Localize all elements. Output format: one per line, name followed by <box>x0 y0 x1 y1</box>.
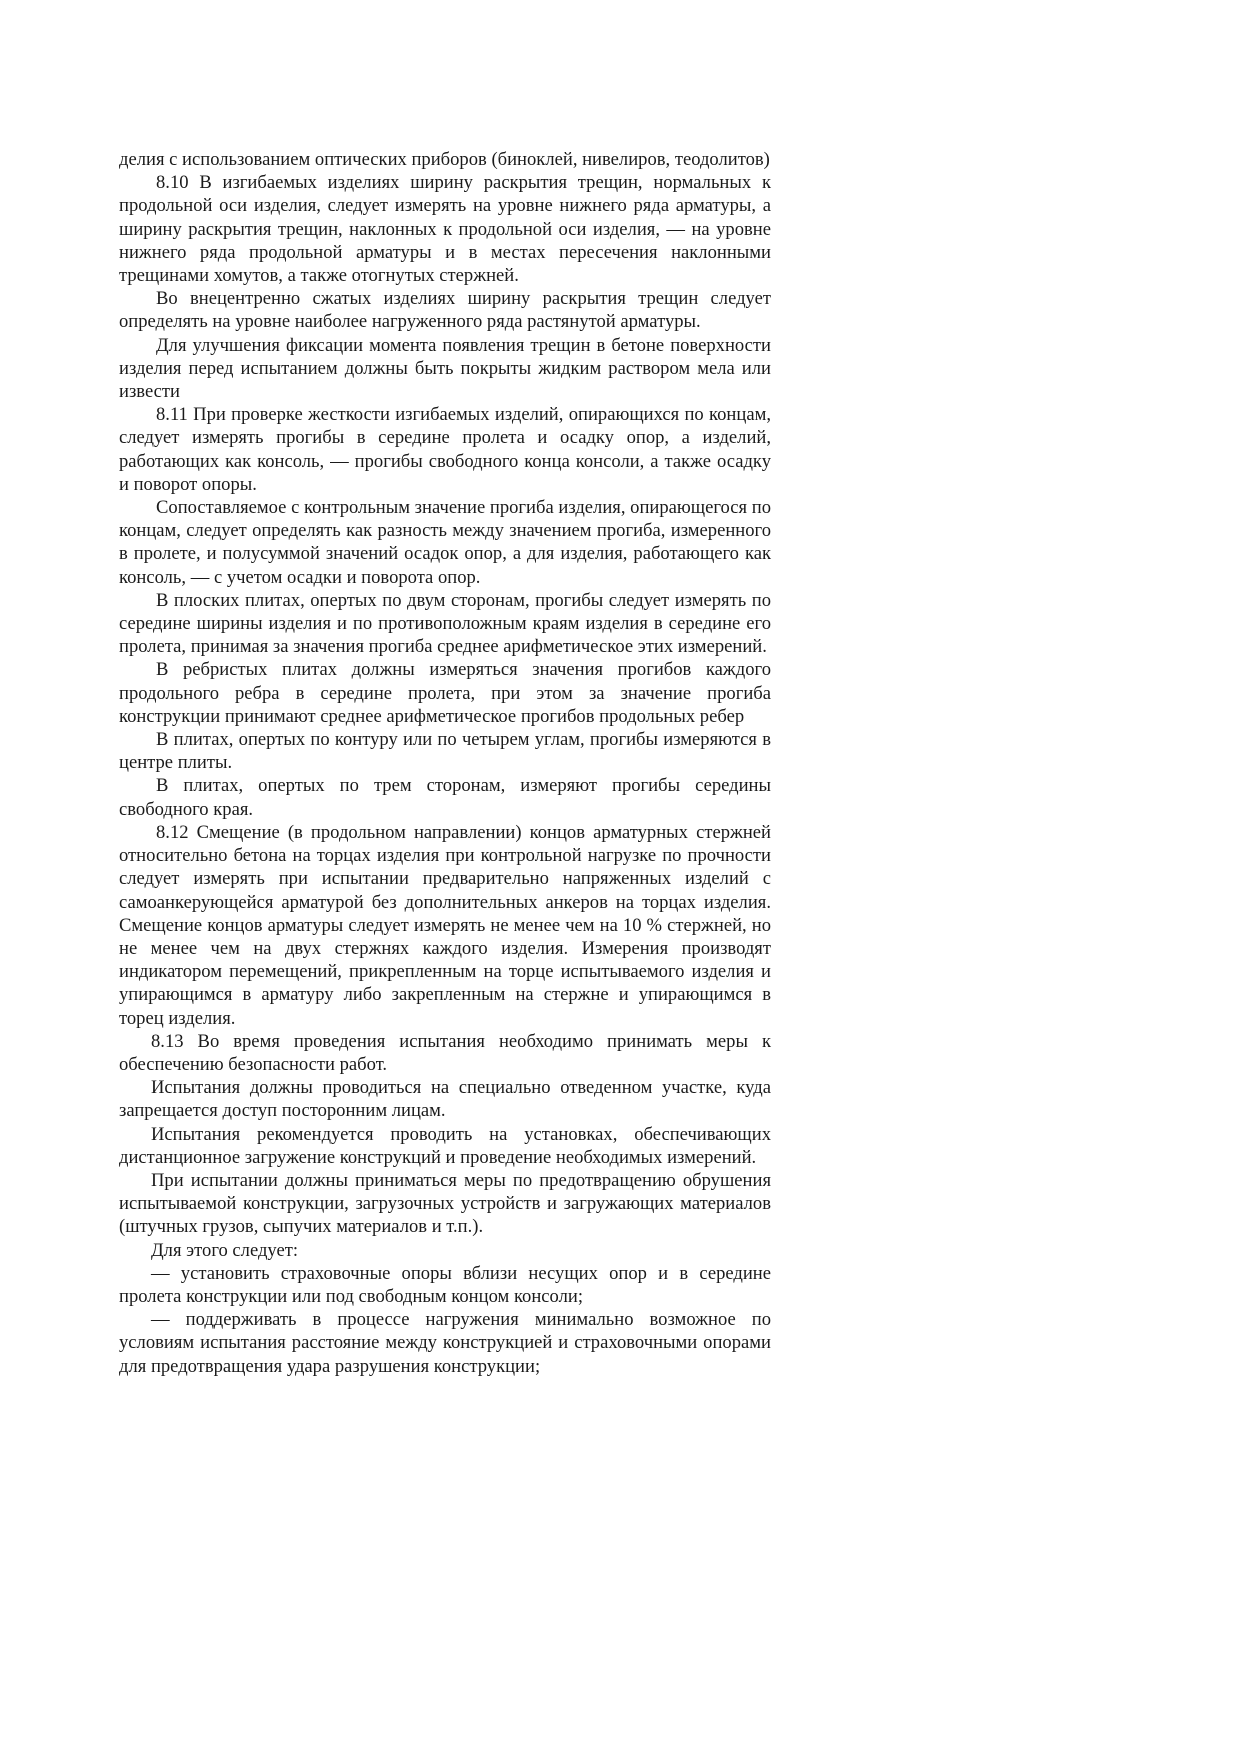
document-page <box>119 148 771 1378</box>
paragraph-8-12: 8.12 Смещение (в продольном направлении) концов арматурных стержней относительно бетона на торцах изделия при контрольной нагрузке по прочности следует измерять при испытании предварительно напряженных изделий с самоанкерующейся арматурой без дополнительных анкеров на торцах изделия. Смещение концов арматуры следует измерять не менее чем на 10 % стержней, но не менее чем на двух стержнях каждого изделия. Измерения производят индикатором перемещений, прикрепленным на торце испытываемого изделия и упирающимся в арматуру либо закрепленным на стержне и упирающимся в торец изделия. <box>119 821 771 1029</box>
paragraph-for-this: Для этого следует: <box>151 1239 299 1261</box>
paragraph-8-11: 8.11 При проверке жесткости изгибаемых изделий, опирающихся по концам, следует измерять прогибы в середине пролета и осадку опор, а изделий, работающих как консоль, — прогибы свободного конца консоли, а также осадку и поворот опоры. <box>119 404 771 495</box>
paragraph-deflection-comparison: Сопоставляемое с контрольным значение прогиба изделия, опирающегося по концам, следует определять как разность между значением прогиба, измеренного в пролете, и полусуммой значений осадок опор, а для изделия, работающего как консоль, — с учетом осадки и поворота опор. <box>119 497 771 588</box>
paragraph-continuation: делия с использованием оптических приборов (биноклей, нивелиров, теодолитов) <box>119 149 770 170</box>
paragraph-three-side-slabs: В плитах, опертых по трем сторонам, измеряют прогибы середины свободного края. <box>119 775 771 820</box>
paragraph-test-area: Испытания должны проводиться на специально отведенном участке, куда запрещается доступ посторонним лицам. <box>119 1077 771 1122</box>
paragraph-8-10: 8.10 В изгибаемых изделиях ширину раскрытия трещин, нормальных к продольной оси изделия, следует измерять на уровне нижнего ряда арматуры, а ширину раскрытия трещин, наклонных к продольной оси изделия, — на уровне нижнего ряда продольной арматуры и в местах пересечения наклонными трещинами хомутов, а также отогнутых стержней. <box>119 172 771 287</box>
paragraph-flat-slabs: В плоских плитах, опертых по двум сторонам, прогибы следует измерять по середине ширины изделия и по противоположным краям изделия в середине его пролета, принимая за значения прогиба среднее арифметическое этих измерений. <box>119 589 771 658</box>
list-item-minimal-gap: — поддерживать в процессе нагружения минимально возможное по условиям испытания расстояние между конструкцией и страховочными опорами для предотвращения удара разрушения конструкции; <box>119 1309 771 1377</box>
paragraph-contour-slabs: В плитах, опертых по контуру или по четырем углам, прогибы измеряются в центре плиты. <box>119 729 771 774</box>
paragraph-ribbed-slabs: В ребристых плитах должны измеряться значения прогибов каждого продольного ребра в середине пролета, при этом за значение прогиба конструкции принимают среднее арифметическое прогибов продольных ребер <box>119 659 771 727</box>
paragraph-remote-loading: Испытания рекомендуется проводить на установках, обеспечивающих дистанционное загружение конструкций и проведение необходимых измерений. <box>119 1123 771 1168</box>
list-item-safety-supports: — установить страховочные опоры вблизи несущих опор и в середине пролета конструкции или под свободным концом консоли; <box>119 1262 771 1307</box>
paragraph-eccentric-compression: Во внецентренно сжатых изделиях ширину раскрытия трещин следует определять на уровне наиболее нагруженного ряда растянутой арматуры. <box>119 288 771 333</box>
paragraph-collapse-prevention: При испытании должны приниматься меры по предотвращению обрушения испытываемой конструкции, загрузочных устройств и загружающих материалов (штучных грузов, сыпучих материалов и т.п.). <box>119 1169 771 1238</box>
paragraph-8-13: 8.13 Во время проведения испытания необходимо принимать меры к обеспечению безопасности работ. <box>119 1030 771 1075</box>
paragraph-crack-fixation: Для улучшения фиксации момента появления трещин в бетоне поверхности изделия перед испытанием должны быть покрыты жидким раствором мела или извести <box>119 334 771 403</box>
